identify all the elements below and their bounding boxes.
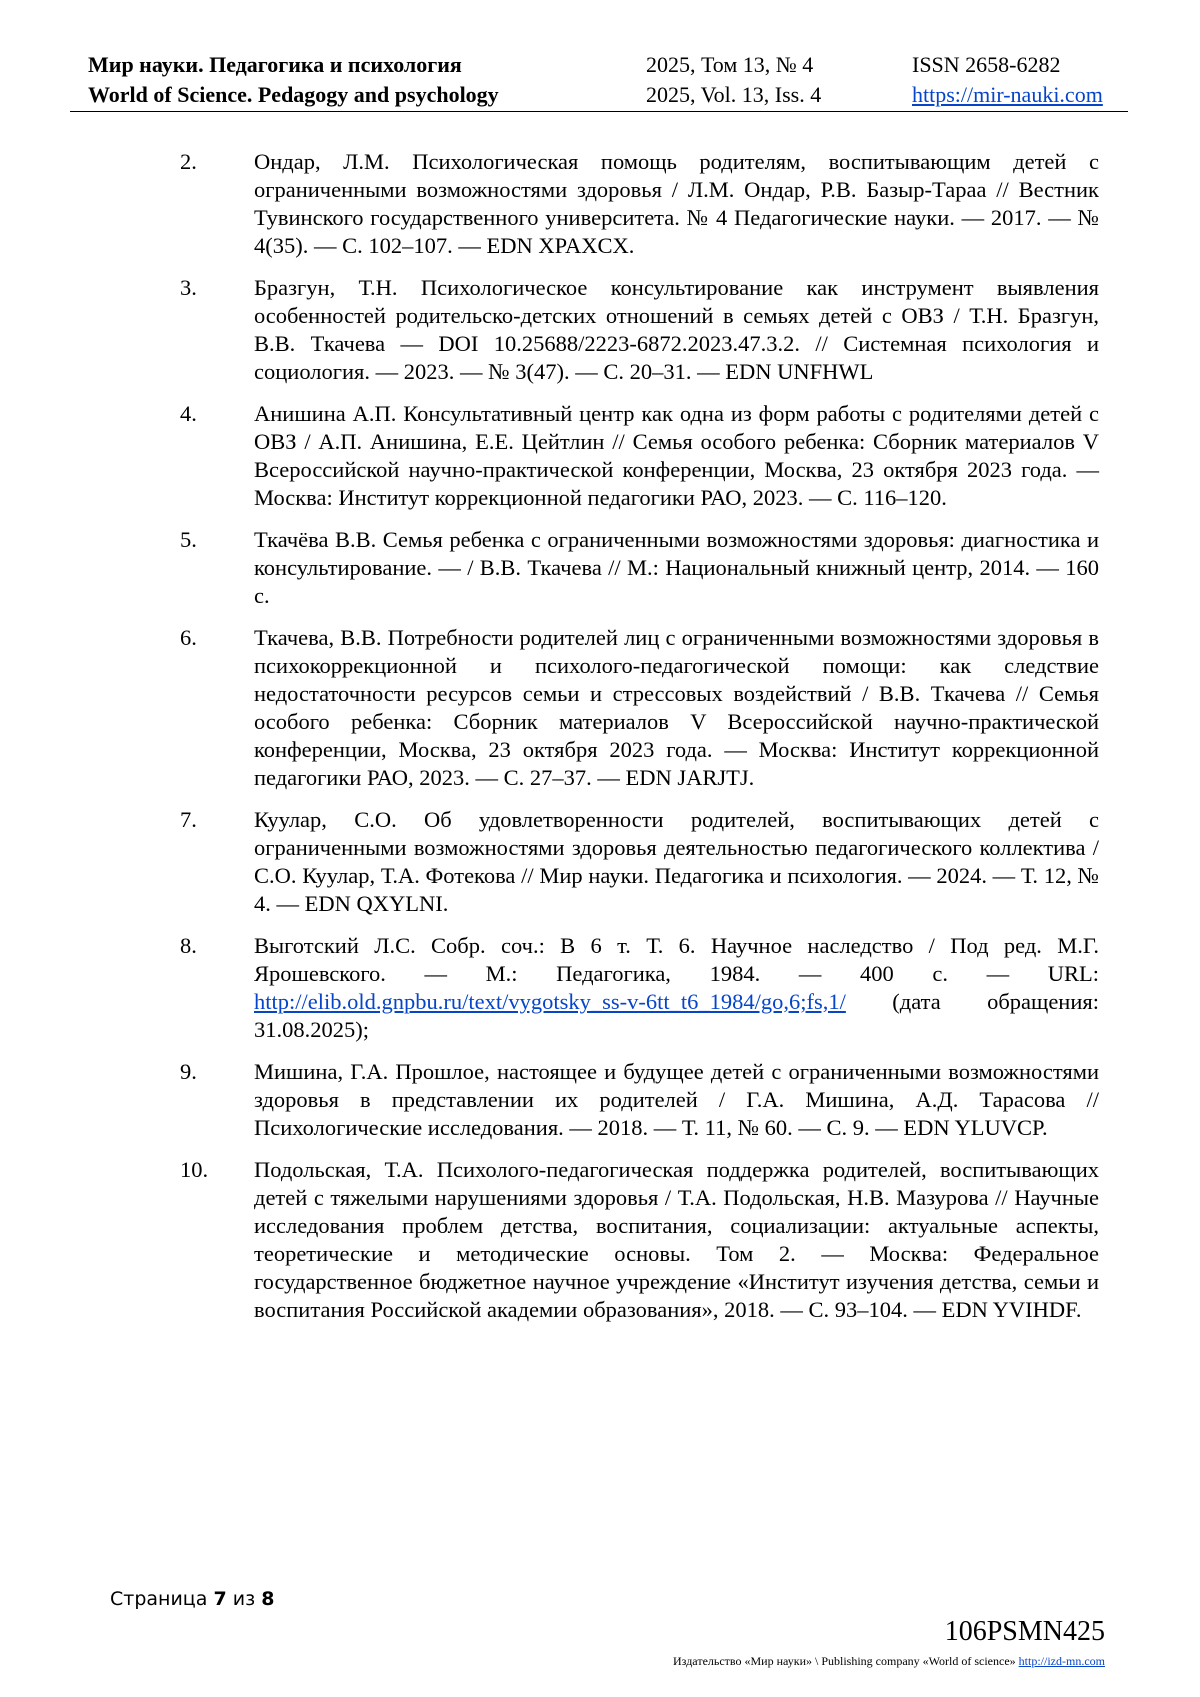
issn-block: [912, 50, 1103, 110]
reference-item: [180, 1058, 1100, 1142]
reference-item: [180, 400, 1100, 512]
reference-number: 4.: [180, 401, 197, 426]
reference-list: [180, 148, 1100, 1338]
issue-info: [646, 50, 821, 110]
reference-number: 7.: [180, 807, 197, 832]
reference-number: 10.: [180, 1157, 209, 1182]
page-counter: [110, 1588, 274, 1610]
reference-text: Подольская, Т.А. Психолого-педагогическая поддержка родителей, воспитывающих детей с тяжелыми нарушениями здоровья / Т.А. Подольская, Н.В. Мазурова // Научные исследования проблем детства, воспитания, социализации: актуальные аспекты, теоретические и методические основы. Том 2. — Москва: Федеральное государственное бюджетное научное учреждение «Институт изучения детства, семьи и воспитания Российской академии образования», 2018. — С. 93–104. — EDN YVIHDF.: [254, 1157, 1099, 1322]
reference-number: 9.: [180, 1059, 197, 1084]
page-total: 8: [261, 1588, 275, 1610]
page-of: из: [232, 1588, 256, 1610]
reference-number: 5.: [180, 527, 197, 552]
reference-number: 6.: [180, 625, 197, 650]
reference-text: Ткачёва В.В. Семья ребенка с ограниченными возможностями здоровья: диагностика и консультирование. — / В.В. Ткачева // М.: Национальный книжный центр, 2014. — 160 с.: [254, 527, 1099, 608]
reference-text: Куулар, С.О. Об удовлетворенности родителей, воспитывающих детей с ограниченными возможностями здоровья деятельностью педагогического коллектива / С.О. Куулар, Т.А. Фотекова // Мир науки. Педагогика и психология. — 2024. — Т. 12, № 4. — EDN QXYLNI.: [254, 807, 1099, 916]
reference-text-after-link: (дата обращения: 31.08.2025);: [254, 989, 1099, 1042]
reference-text-before-link: Выготский Л.С. Собр. соч.: В 6 т. Т. 6. Научное наследство / Под ред. М.Г. Ярошевского. — М.: Педагогика, 1984. — 400 с. — URL:: [254, 933, 1099, 986]
issn: ISSN 2658-6282: [912, 52, 1061, 77]
reference-number: 3.: [180, 275, 197, 300]
header-divider: [70, 111, 1128, 112]
journal-title-en: World of Science. Pedagogy and psychology: [88, 82, 499, 107]
issue-ru: 2025, Том 13, № 4: [646, 52, 814, 77]
reference-text: Ондар, Л.М. Психологическая помощь родителям, воспитывающим детей с ограниченными возможностями здоровья / Л.М. Ондар, Р.В. Базыр-Тараа // Вестник Тувинского государственного университета. № 4 Педагогические науки. — 2017. — № 4(35). — С. 102–107. — EDN XPAXCX.: [254, 149, 1099, 258]
reference-number: 8.: [180, 933, 197, 958]
reference-text: Бразгун, Т.Н. Психологическое консультирование как инструмент выявления особенностей родительско-детских отношений в семьях детей с ОВЗ / Т.Н. Бразгун, В.В. Ткачева — DOI 10.25688/2223-6872.2023.47.3.2. // Системная психология и социология. — 2023. — № 3(47). — С. 20–31. — EDN UNFHWL: [254, 275, 1099, 384]
publisher-line: [673, 1654, 1105, 1669]
reference-url-link[interactable]: http://elib.old.gnpbu.ru/text/vygotsky_ss-v-6tt_t6_1984/go,6;fs,1/: [254, 989, 846, 1014]
reference-item: [180, 624, 1100, 792]
reference-item: [180, 148, 1100, 260]
reference-text: Анишина А.П. Консультативный центр как одна из форм работы с родителями детей с ОВЗ / А.П. Анишина, Е.Е. Цейтлин // Семья особого ребенка: Сборник материалов V Всероссийской научно-практической конференции, Москва, 23 октября 2023 года. — Москва: Институт коррекционной педагогики РАО, 2023. — С. 116–120.: [254, 401, 1099, 510]
reference-item: [180, 1156, 1100, 1324]
website-link[interactable]: https://mir-nauki.com: [912, 82, 1103, 107]
reference-item: [180, 932, 1100, 1044]
journal-title: [88, 50, 499, 110]
reference-item: [180, 274, 1100, 386]
reference-item: [180, 526, 1100, 610]
reference-text: [254, 932, 1099, 1044]
journal-title-ru: Мир науки. Педагогика и психология: [88, 52, 462, 77]
page-header: [70, 50, 1128, 112]
article-code: 106PSMN425: [944, 1616, 1105, 1647]
reference-text: Мишина, Г.А. Прошлое, настоящее и будущее детей с ограниченными возможностями здоровья в представлении их родителей / Г.А. Мишина, А.Д. Тарасова // Психологические исследования. — 2018. — Т. 11, № 60. — С. 9. — EDN YLUVCP.: [254, 1059, 1099, 1140]
page-current: 7: [213, 1588, 227, 1610]
publisher-link[interactable]: http://izd-mn.com: [1018, 1654, 1105, 1668]
page-label: Страница: [110, 1588, 208, 1610]
issue-en: 2025, Vol. 13, Iss. 4: [646, 82, 822, 107]
reference-number: 2.: [180, 149, 197, 174]
reference-text: Ткачева, В.В. Потребности родителей лиц с ограниченными возможностями здоровья в психокоррекционной и психолого-педагогической помощи: как следствие недостаточности ресурсов семьи и стрессовых воздействий / В.В. Ткачева // Семья особого ребенка: Сборник материалов V Всероссийской научно-практической конференции, Москва, 23 октября 2023 года. — Москва: Институт коррекционной педагогики РАО, 2023. — С. 27–37. — EDN JARJTJ.: [254, 625, 1099, 790]
publisher-text: Издательство «Мир науки» \ Publishing company «World of science»: [673, 1654, 1019, 1668]
reference-item: [180, 806, 1100, 918]
